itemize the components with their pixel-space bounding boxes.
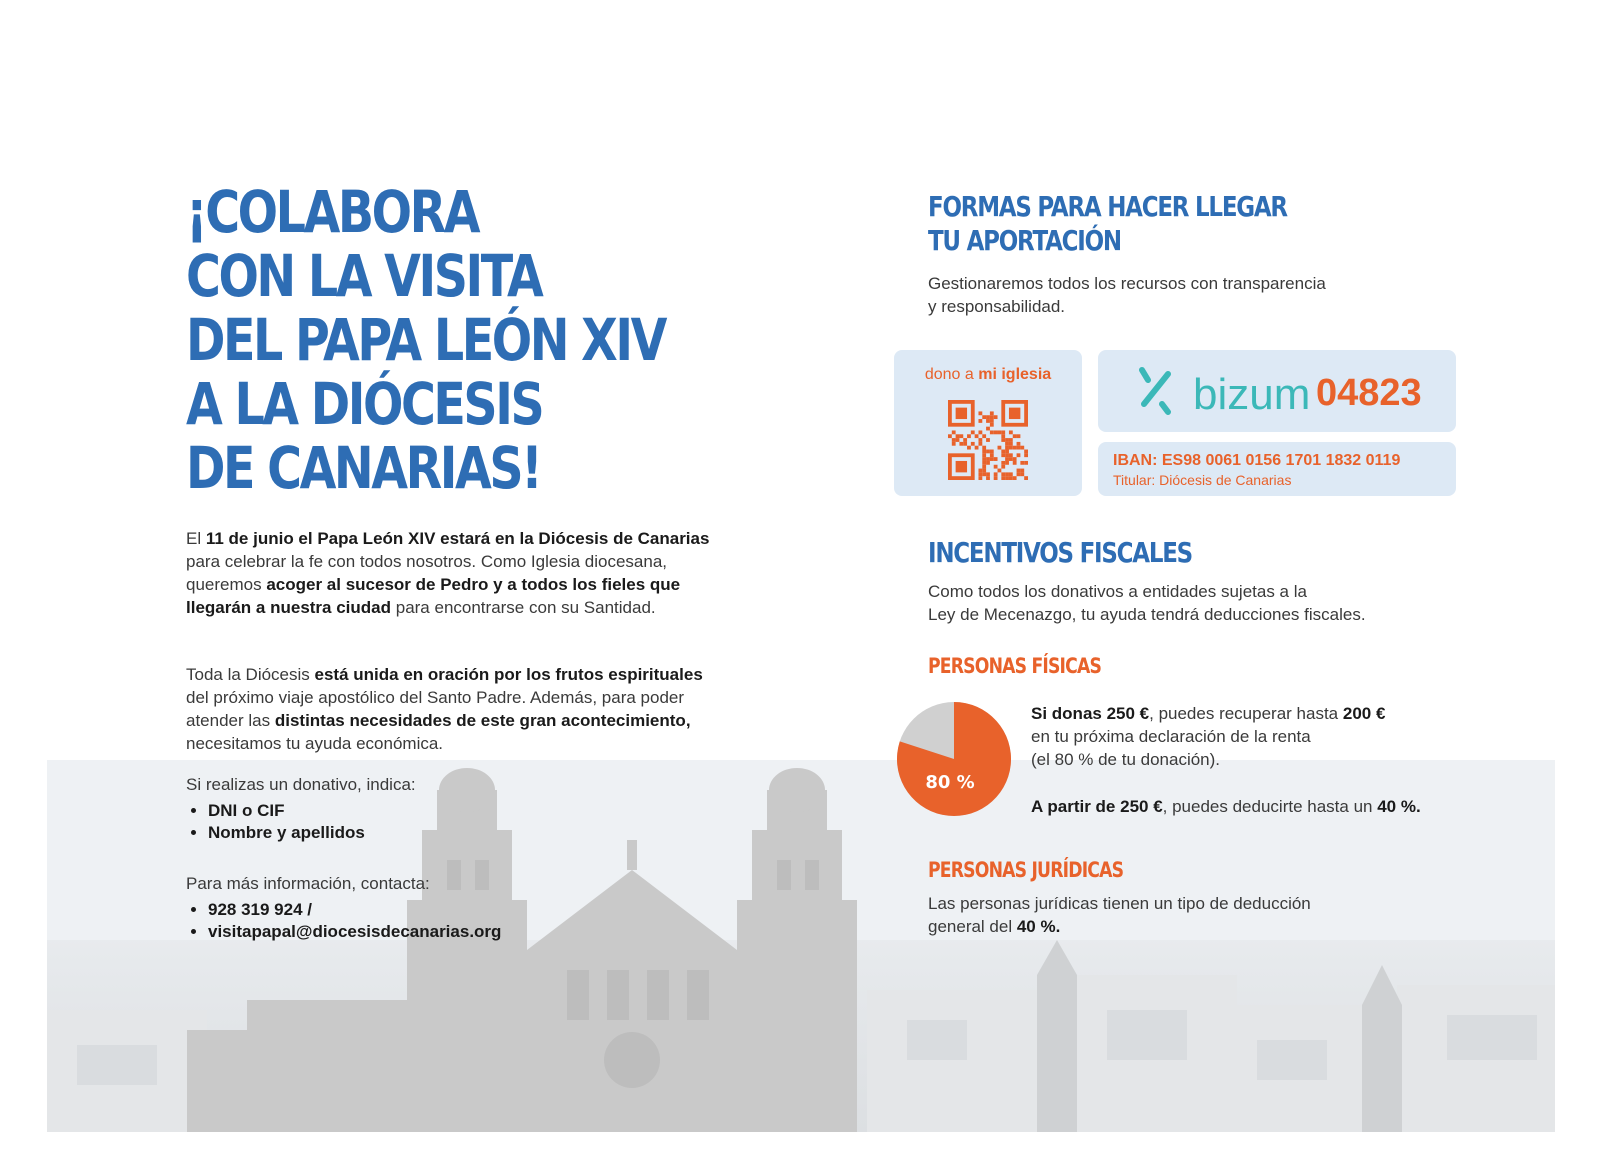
contact-intro: Para más información, contacta: <box>186 874 430 893</box>
headline-line: DE CANARIAS! <box>186 434 541 502</box>
headline-line: CON LA VISITA <box>186 242 542 310</box>
deduction-pie-chart <box>895 700 1013 818</box>
dono-label: dono a mi iglesia <box>924 366 1052 383</box>
fisicas-title: PERSONAS FÍSICAS <box>928 654 1102 678</box>
formas-text: Gestionaremos todos los recursos con transparencia y responsabilidad. <box>928 274 1326 316</box>
email-link[interactable]: • visitapapal@diocesisdecanarias.org <box>208 921 726 943</box>
contact-list <box>186 899 726 943</box>
bizum-logo-icon <box>1134 364 1182 418</box>
intro-paragraph: El 11 de junio el Papa León XIV estará en la Diócesis de Canarias para celebrar la fe con todos nosotros. Como Iglesia diocesana, queremos acoger al sucesor de Pedro y a todos los fieles que llegarán a nuestra ciudad para encontrarse con su Santidad. <box>186 529 710 617</box>
incentivos-title: INCENTIVOS FISCALES <box>928 536 1192 569</box>
donation-intro: Si realizas un donativo, indica: <box>186 775 416 794</box>
bizum-word: bizum <box>1193 370 1311 419</box>
prayer-paragraph: Toda la Diócesis está unida en oración por los frutos espirituales del próximo viaje apostólico del Santo Padre. Además, para poder atender las distintas necesidades de este gran acontecimiento, necesitamos tu ayuda económica. <box>186 665 703 753</box>
main-headline <box>186 180 711 500</box>
list-item: • DNI o CIF <box>208 800 726 822</box>
account-holder: Titular: Diócesis de Canarias <box>1113 472 1292 488</box>
iban-card <box>1098 442 1456 496</box>
headline-line: DEL PAPA LEÓN XIV <box>186 306 665 374</box>
donation-list <box>186 800 726 844</box>
headline-line: A LA DIÓCESIS <box>186 370 543 438</box>
juridicas-title: PERSONAS JURÍDICAS <box>928 858 1124 882</box>
juridicas-text: Las personas jurídicas tienen un tipo de deducción general del 40 %. <box>928 894 1311 936</box>
headline-line: ¡COLABORA <box>186 178 479 246</box>
pie-label: 80 % <box>925 772 975 793</box>
bizum-card[interactable] <box>1098 350 1456 432</box>
list-item: • Nombre y apellidos <box>208 822 726 844</box>
phone-number[interactable]: • 928 319 924 / <box>208 899 726 921</box>
dono-card[interactable] <box>894 350 1082 496</box>
headline-block <box>186 180 726 500</box>
contact-info <box>186 872 726 943</box>
iban-number: IBAN: ES98 0061 0156 1701 1832 0119 <box>1113 452 1401 469</box>
bizum-code: 04823 <box>1316 372 1422 414</box>
donation-instructions <box>186 773 726 844</box>
qr-code-icon[interactable] <box>948 400 1028 480</box>
formas-title: FORMAS PARA HACER LLEGAR TU APORTACIÓN <box>928 190 1287 257</box>
incentivos-text: Como todos los donativos a entidades sujetas a la Ley de Mecenazgo, tu ayuda tendrá deducciones fiscales. <box>928 582 1366 624</box>
fisicas-text-1: Si donas 250 €, puedes recuperar hasta 200 € en tu próxima declaración de la renta (el 80 % de tu donación). <box>1031 704 1386 769</box>
fisicas-text-2: A partir de 250 €, puedes deducirte hasta un 40 %. <box>1031 797 1421 816</box>
